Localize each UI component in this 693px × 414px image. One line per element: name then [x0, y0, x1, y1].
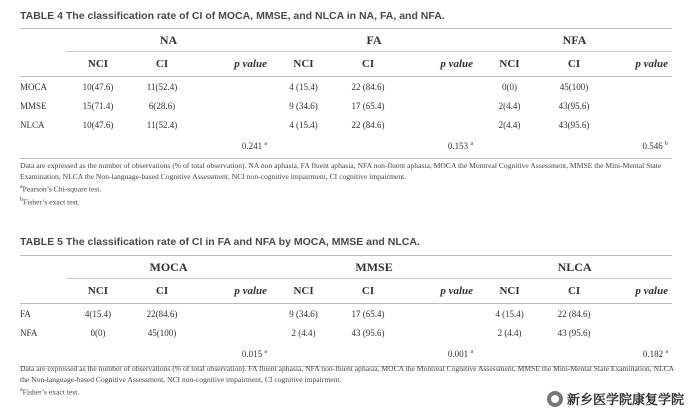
column-header: NCI [66, 52, 130, 77]
table-cell: 43 (95.6) [351, 327, 385, 338]
table-cell: 11(52.4) [146, 81, 178, 92]
table-cell: 4 (15.4) [289, 119, 318, 130]
table5-group-header: MOCA [66, 256, 271, 279]
table-cell: 22 (84.6) [351, 119, 385, 130]
p-value: 0.153 $^a$ [400, 134, 477, 159]
table-cell: 43(95.6) [558, 119, 590, 130]
table5-caption: TABLE 5 The classification rate of CI in FA and NFA by MOCA, MMSE and NLCA. [20, 236, 420, 248]
column-header: CI [542, 52, 606, 77]
table-cell: 22 (84.6) [557, 308, 591, 319]
table5-group-header: NLCA [477, 256, 672, 279]
column-header: CI [130, 52, 194, 77]
table-cell: 2 (4.4) [291, 327, 316, 338]
table4-column-header-row [20, 52, 672, 77]
column-header: p value [400, 52, 477, 77]
table5 [20, 255, 672, 367]
p-value: 0.241 $^a$ [194, 134, 271, 159]
table-row [20, 77, 672, 97]
table4-group-header: NA [66, 29, 271, 52]
column-header: NCI [271, 279, 336, 304]
watermark [544, 388, 687, 409]
column-header: NCI [477, 279, 542, 304]
p-value: 0.182 $^a$ [606, 342, 672, 367]
table4-group-header: NFA [477, 29, 672, 52]
footnote: Data are expressed as the number of observations (% of total observation). NA non aphasia, FA fluent aphasia, NFA non-fluent aphasia, MOCA the Montreal Cognitive Assessment, MMSE the Mini-Mental State Examination, NLCA the Non-language-based Cognitive Assessment, NCI non-cognitive impairment, CI cognitive impairment. [20, 161, 662, 181]
column-header: p value [606, 279, 672, 304]
table-cell: 10(47.6) [82, 81, 114, 92]
table-row [20, 115, 672, 134]
table-cell: 4 (15.4) [495, 308, 524, 319]
pvalue-row [20, 134, 672, 159]
table-row [20, 323, 672, 342]
p-value: 0.546 $^b$ [606, 134, 672, 159]
column-header: NCI [271, 52, 336, 77]
table-cell: 10(47.6) [82, 119, 114, 130]
table-cell: 17 (65.4) [351, 308, 385, 319]
table-cell: 15(71.4) [82, 100, 114, 111]
footnote: $^a$Pearson’s Chi-square test. [20, 184, 102, 194]
footnote: $^b$Fisher’s exact test. [20, 197, 80, 207]
table-cell: 17 (65.4) [351, 100, 385, 111]
column-header: CI [336, 279, 400, 304]
column-header: NCI [66, 279, 130, 304]
wechat-logo-icon [547, 391, 563, 407]
column-header: CI [130, 279, 194, 304]
table4-group-row [20, 29, 672, 52]
footnote: $^a$Fisher’s exact test. [20, 387, 80, 397]
column-header: CI [542, 279, 606, 304]
pvalue-row [20, 342, 672, 367]
table-cell: 45(100) [559, 81, 589, 92]
row-label: NFA [20, 327, 38, 338]
table-row [20, 96, 672, 115]
table-cell: 22(84.6) [146, 308, 178, 319]
table-cell: 45(100) [147, 327, 177, 338]
row-label: NLCA [20, 119, 45, 130]
watermark-text: 新乡医学院康复学院 [566, 393, 684, 408]
table-cell: 0(0) [90, 327, 106, 338]
table-cell: 4 (15.4) [289, 81, 318, 92]
column-header: CI [336, 52, 400, 77]
row-label: MMSE [20, 100, 47, 111]
table-cell: 2(4.4) [498, 119, 521, 130]
table5-column-header-row [20, 279, 672, 304]
table4-group-header: FA [271, 29, 477, 52]
table-cell: 2(4.4) [498, 100, 521, 111]
table-cell: 9 (34.6) [289, 100, 318, 111]
table4-footnotes [20, 161, 675, 208]
column-header: p value [400, 279, 477, 304]
table-row [20, 304, 672, 324]
table-cell: 6(28.6) [148, 100, 176, 111]
row-label: MOCA [20, 81, 48, 92]
table-cell: 11(52.4) [146, 119, 178, 130]
table-cell: 2 (4.4) [497, 327, 522, 338]
table-cell: 22 (84.6) [351, 81, 385, 92]
table-cell: 4(15.4) [84, 308, 112, 319]
column-header: p value [194, 52, 271, 77]
column-header: p value [194, 279, 271, 304]
column-header: p value [606, 52, 672, 77]
p-value: 0.001 $^a$ [400, 342, 477, 367]
p-value: 0.015 $^a$ [194, 342, 271, 367]
row-label: FA [20, 308, 31, 319]
table-cell: 43(95.6) [558, 100, 590, 111]
table4-caption: TABLE 4 The classification rate of CI of MOCA, MMSE, and NLCA in NA, FA, and NFA. [20, 10, 445, 22]
table-cell: 0(0) [502, 81, 518, 92]
table5-group-header: MMSE [271, 256, 477, 279]
table4 [20, 28, 672, 159]
table-cell: 9 (34.6) [289, 308, 318, 319]
table5-group-row [20, 256, 672, 279]
column-header: NCI [477, 52, 542, 77]
table-cell: 43 (95.6) [557, 327, 591, 338]
footnote: Data are expressed as the number of observations (% of total observation). FA fluent aphasia, NFA non-fluent aphasia, MOCA the Montreal Cognitive Assessment, MMSE the Mini-Mental State Examination, NLCA the Non-language-based Cognitive Assessment, NCI non-cognitive impairment, CI cognitive impairment. [20, 364, 674, 384]
